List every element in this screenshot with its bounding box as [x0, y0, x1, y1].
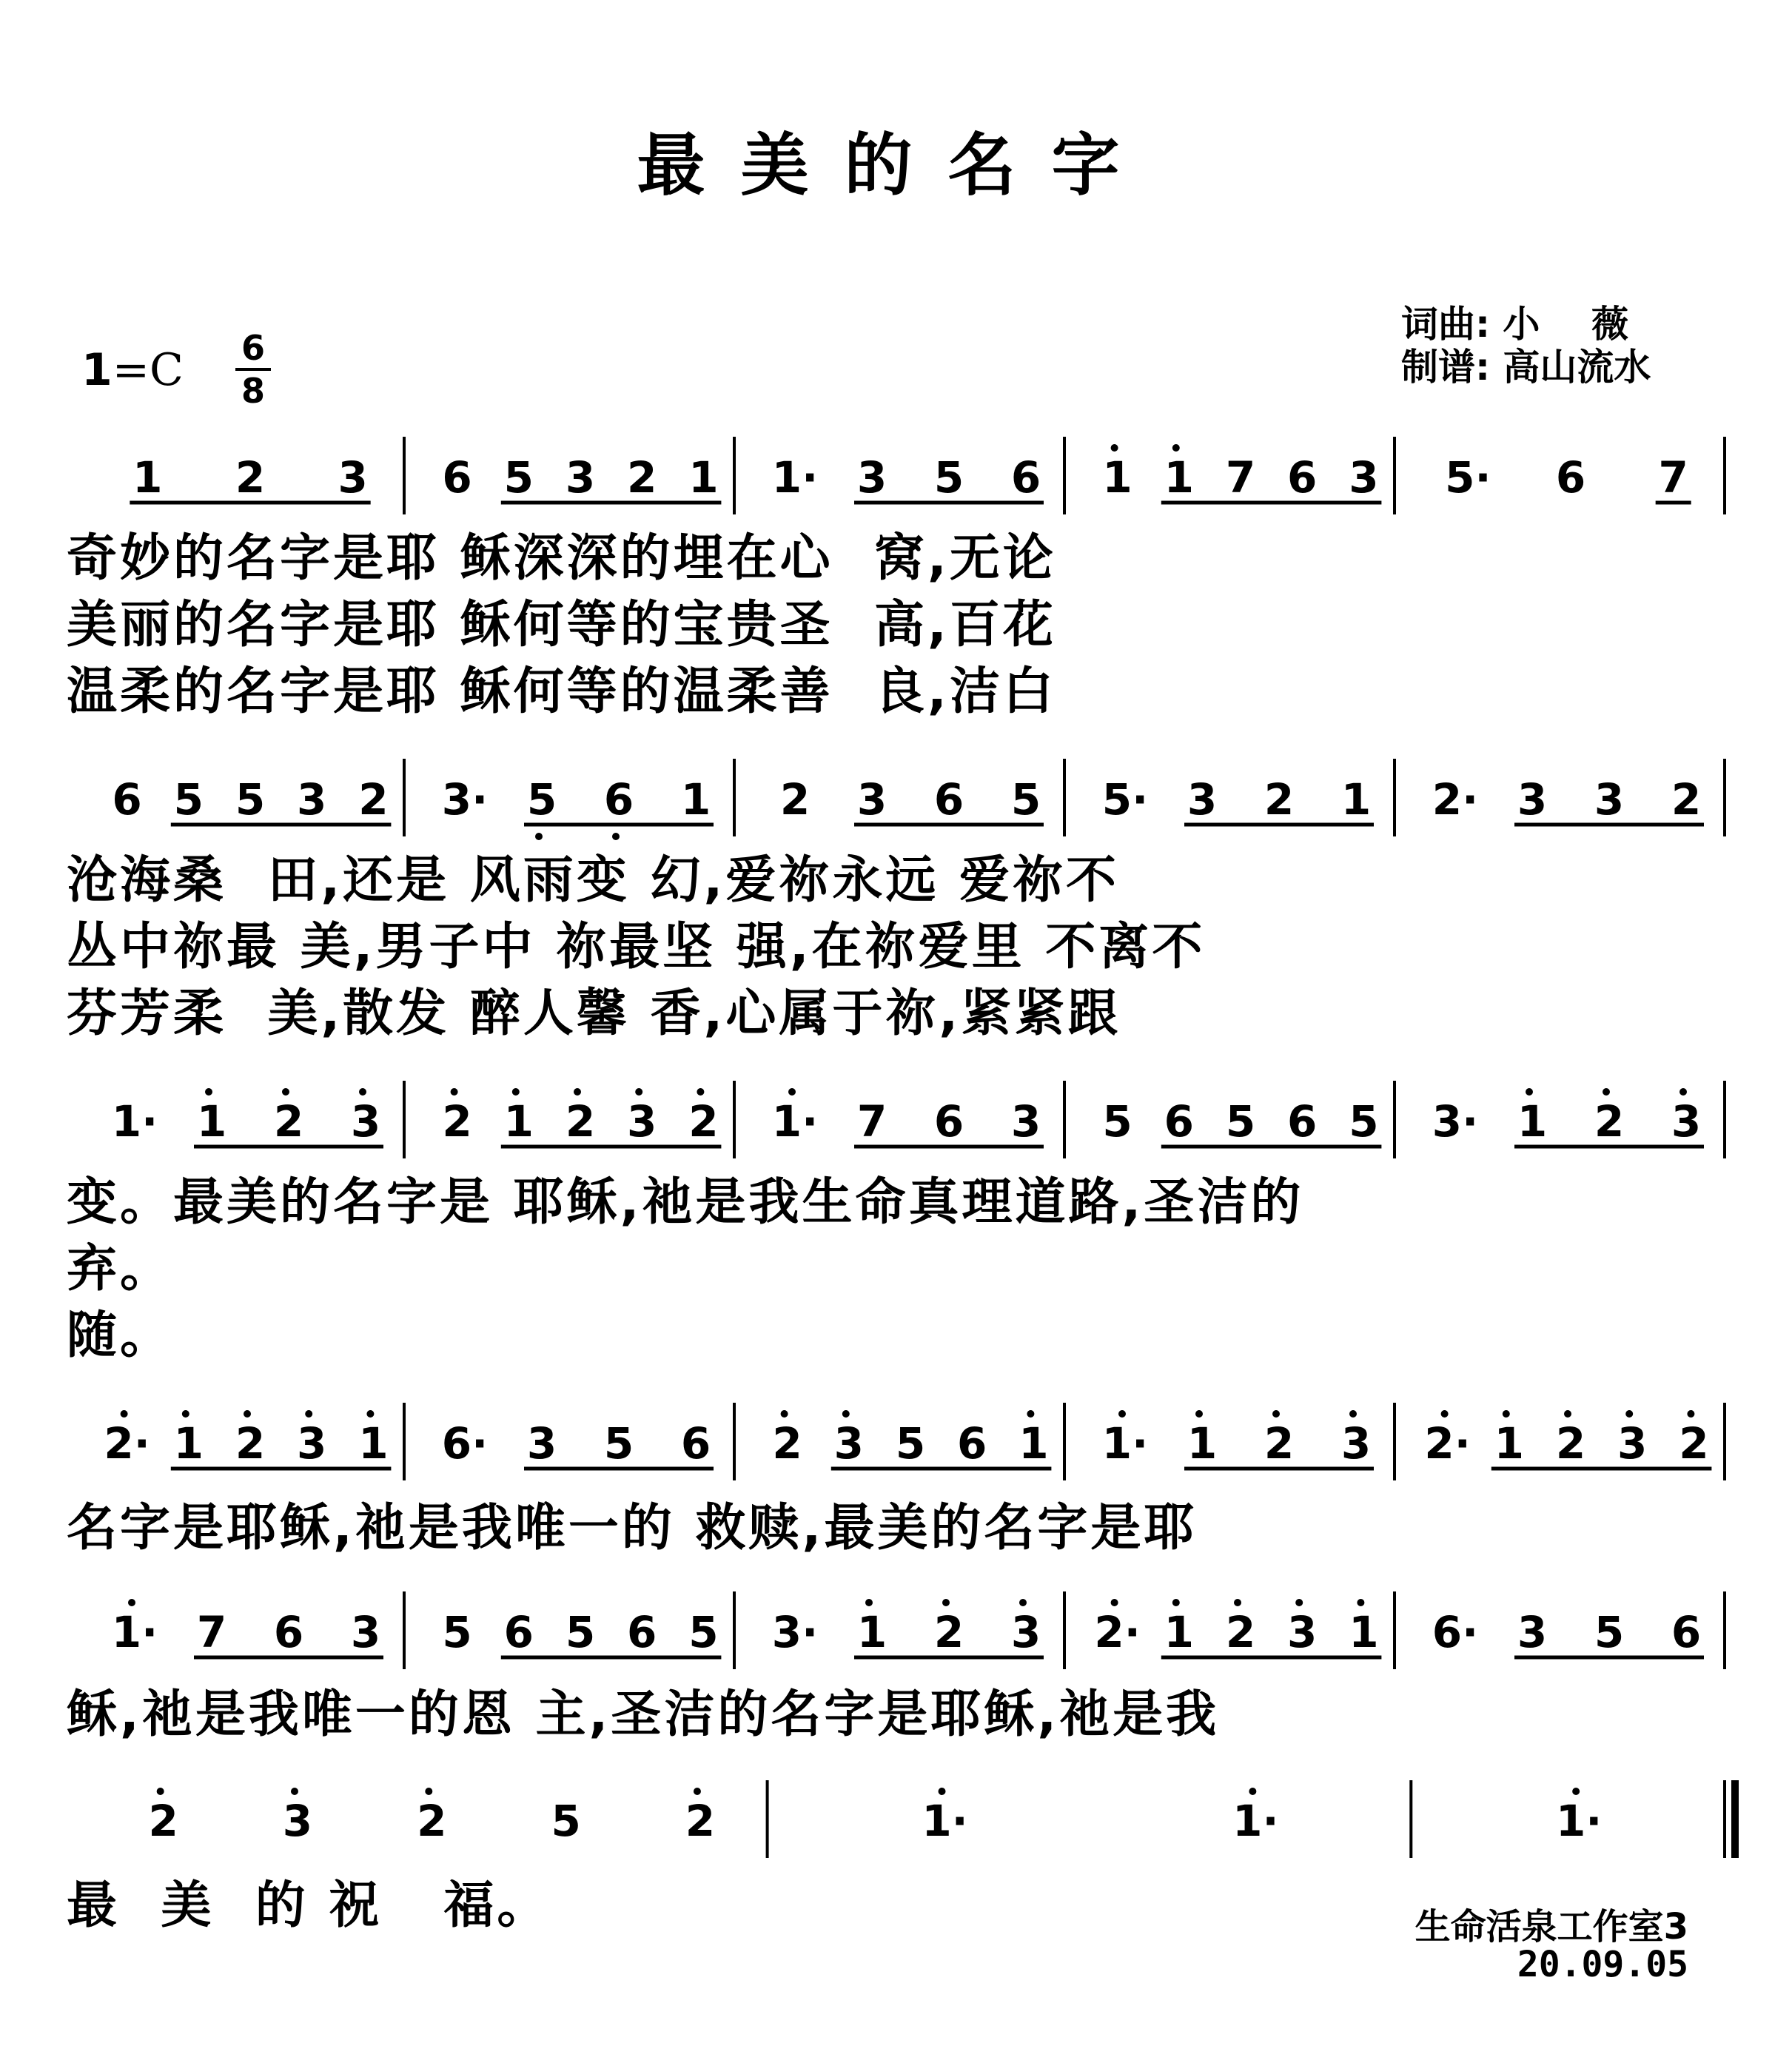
note: 1·	[1232, 1796, 1279, 1846]
note: 1	[503, 1096, 534, 1147]
note: 6	[112, 774, 142, 825]
note: 7	[856, 1096, 887, 1147]
note: 6	[627, 1607, 657, 1657]
note: 3	[856, 774, 887, 825]
high-octave-dot	[574, 1088, 581, 1096]
note: 6·	[441, 1418, 489, 1469]
high-octave-dot	[244, 1410, 251, 1418]
note: 2	[1555, 1418, 1586, 1469]
note: 2·	[1424, 1418, 1471, 1469]
note: 3	[282, 1796, 313, 1846]
note: 2	[685, 1796, 716, 1846]
high-octave-dot	[512, 1088, 520, 1096]
high-octave-dot	[1349, 1410, 1357, 1418]
lyric-line: 奇妙的名字是耶 稣深深的埋在心 窝,无论	[67, 529, 1056, 588]
note: 6	[1287, 452, 1318, 503]
note: 2·	[1094, 1607, 1141, 1657]
note: 2·	[1432, 774, 1479, 825]
note: 1	[680, 774, 711, 825]
note: 2	[1225, 1607, 1256, 1657]
note: 3	[1287, 1607, 1318, 1657]
note: 5	[895, 1418, 926, 1469]
lyric-line: 名字是耶稣,祂是我唯一的 救赎,最美的名字是耶	[67, 1499, 1198, 1557]
note: 5	[503, 452, 534, 503]
note: 3·	[1432, 1096, 1479, 1147]
note: 6	[957, 1418, 987, 1469]
note: 3	[1617, 1418, 1648, 1469]
note: 6	[933, 774, 964, 825]
note: 7	[1658, 452, 1688, 503]
note: 5·	[1101, 774, 1149, 825]
high-octave-dot	[1503, 1410, 1510, 1418]
note: 2	[235, 1418, 266, 1469]
note: 2	[358, 774, 389, 825]
time-numerator: 6	[241, 328, 265, 368]
note: 3	[627, 1096, 657, 1147]
lyric-line: 温柔的名字是耶 稣何等的温柔善 良,洁白	[67, 662, 1056, 721]
note: 2	[779, 774, 811, 825]
note: 5	[688, 1607, 719, 1657]
high-octave-dot	[1572, 1788, 1580, 1795]
high-octave-dot	[1272, 1410, 1280, 1418]
high-octave-dot	[1603, 1088, 1610, 1096]
high-octave-dot	[1679, 1088, 1687, 1096]
note: 1·	[922, 1796, 968, 1846]
note: 6	[1671, 1607, 1702, 1657]
note: 2	[148, 1796, 178, 1846]
note: 1	[856, 1607, 887, 1657]
note: 5	[551, 1796, 581, 1846]
note: 2	[1671, 774, 1702, 825]
high-octave-dot	[451, 1088, 458, 1096]
high-octave-dot	[1234, 1599, 1241, 1606]
note: 2	[417, 1796, 447, 1846]
high-octave-dot	[1111, 1599, 1118, 1606]
lyric-line: 丛中祢最 美,男子中 祢最坚 强,在祢爱里 不离不	[67, 918, 1206, 976]
credit-lyrics-music: 词曲: 小 薇	[1401, 303, 1629, 346]
high-octave-dot	[1172, 444, 1180, 452]
high-octave-dot	[694, 1788, 701, 1795]
note: 1	[1102, 452, 1132, 503]
note: 3	[526, 1418, 557, 1469]
note: 3	[1187, 774, 1218, 825]
note: 3	[297, 1418, 327, 1469]
note: 1	[1164, 452, 1194, 503]
high-octave-dot	[359, 1088, 366, 1096]
lyric-line: 弃。	[67, 1240, 174, 1298]
note: 7	[1225, 452, 1256, 503]
note: 6	[680, 1418, 711, 1469]
note: 1	[132, 452, 163, 503]
note: 5	[173, 774, 204, 825]
note: 6	[933, 1096, 964, 1147]
high-octave-dot	[1357, 1599, 1364, 1606]
note: 5	[1225, 1096, 1256, 1147]
note: 3	[1517, 774, 1548, 825]
high-octave-dot	[291, 1788, 298, 1795]
high-octave-dot	[939, 1788, 946, 1795]
lyric-line: 美丽的名字是耶 稣何等的宝贵圣 高,百花	[67, 596, 1056, 654]
note: 6	[1164, 1096, 1194, 1147]
note: 1·	[111, 1607, 158, 1657]
note: 1·	[771, 1096, 819, 1147]
lyric-line: 变。最美的名字是 耶稣,祂是我生命真理道路,圣洁的	[67, 1173, 1304, 1232]
note: 1	[1187, 1418, 1218, 1469]
high-octave-dot	[1526, 1088, 1533, 1096]
note: 6	[442, 452, 472, 503]
note: 2	[273, 1096, 304, 1147]
high-octave-dot	[942, 1599, 950, 1606]
note: 3	[1340, 1418, 1372, 1469]
note: 5	[442, 1607, 472, 1657]
note: 2	[1594, 1096, 1625, 1147]
note: 5	[565, 1607, 596, 1657]
lyric-line: 沧海桑 田,还是 风雨变 幻,爱祢永远 爱祢不	[67, 851, 1120, 910]
note: 5	[235, 774, 266, 825]
note: 3	[1010, 1607, 1041, 1657]
note: 6	[603, 774, 634, 825]
note: 2	[1264, 774, 1295, 825]
lyric-line: 随。	[67, 1306, 174, 1365]
note: 1	[1494, 1418, 1524, 1469]
lyric-line: 最 美 的 祝 福。	[67, 1876, 551, 1935]
note: 2	[627, 452, 657, 503]
high-octave-dot	[1295, 1599, 1303, 1606]
lyric-line: 稣,祂是我唯一的恩 主,圣洁的名字是耶稣,祂是我	[67, 1685, 1220, 1744]
note: 2	[442, 1096, 472, 1147]
note: 7	[196, 1607, 227, 1657]
low-octave-dot	[535, 833, 543, 840]
high-octave-dot	[425, 1788, 432, 1795]
note: 6	[1287, 1096, 1318, 1147]
note: 1·	[1555, 1796, 1603, 1846]
note: 1	[1340, 774, 1372, 825]
note: 3	[1010, 1096, 1041, 1147]
note: 2	[688, 1096, 719, 1147]
note: 1·	[111, 1096, 158, 1147]
note: 1·	[771, 452, 819, 503]
high-octave-dot	[366, 1410, 374, 1418]
note: 6	[1010, 452, 1041, 503]
key-name: =C	[112, 344, 184, 396]
note: 3	[338, 452, 368, 503]
high-octave-dot	[305, 1410, 312, 1418]
note: 1	[688, 452, 719, 503]
note: 5	[1349, 1096, 1379, 1147]
high-octave-dot	[1249, 1788, 1256, 1795]
note: 5	[1010, 774, 1041, 825]
note: 3	[565, 452, 596, 503]
high-octave-dot	[157, 1788, 164, 1795]
note: 1	[1517, 1096, 1548, 1147]
note: 2	[1264, 1418, 1295, 1469]
note: 1	[1019, 1418, 1049, 1469]
note: 5	[526, 774, 557, 825]
note: 6	[273, 1607, 304, 1657]
key-degree: 1	[81, 344, 113, 396]
note: 2	[1679, 1418, 1709, 1469]
note: 3	[1671, 1096, 1702, 1147]
note: 2	[235, 452, 266, 503]
high-octave-dot	[1027, 1410, 1034, 1418]
high-octave-dot	[865, 1599, 873, 1606]
note: 5	[1594, 1607, 1625, 1657]
note: 2	[933, 1607, 964, 1657]
high-octave-dot	[282, 1088, 289, 1096]
studio-credit: 生命活泉工作室3	[1415, 1906, 1688, 1948]
note: 2	[772, 1418, 802, 1469]
high-octave-dot	[1625, 1410, 1633, 1418]
note: 5	[603, 1418, 634, 1469]
note: 2·	[104, 1418, 150, 1469]
high-octave-dot	[842, 1410, 850, 1418]
note: 3	[856, 452, 887, 503]
high-octave-dot	[1019, 1599, 1027, 1606]
high-octave-dot	[1172, 1599, 1180, 1606]
note: 1	[358, 1418, 389, 1469]
note: 5	[1102, 1096, 1132, 1147]
note: 5·	[1445, 452, 1491, 503]
note: 1	[1349, 1607, 1379, 1657]
credit-notation: 制谱: 高山流水	[1401, 346, 1651, 389]
note: 6	[503, 1607, 534, 1657]
high-octave-dot	[697, 1088, 704, 1096]
note: 2	[565, 1096, 596, 1147]
note: 3·	[771, 1607, 819, 1657]
high-octave-dot	[788, 1088, 796, 1096]
high-octave-dot	[182, 1410, 189, 1418]
high-octave-dot	[1687, 1410, 1694, 1418]
note: 6	[1555, 452, 1586, 503]
note: 3	[1349, 452, 1379, 503]
low-octave-dot	[612, 833, 620, 840]
high-octave-dot	[781, 1410, 788, 1418]
lyric-line: 芬芳柔 美,散发 醉人馨 香,心属于祢,紧紧跟	[67, 984, 1121, 1043]
note: 6·	[1432, 1607, 1479, 1657]
note: 3	[350, 1607, 381, 1657]
time-denominator: 8	[241, 371, 265, 411]
song-title: 最美的名字	[637, 126, 1155, 205]
high-octave-dot	[205, 1088, 212, 1096]
high-octave-dot	[635, 1088, 642, 1096]
note: 1	[1164, 1607, 1194, 1657]
note: 3	[1594, 774, 1625, 825]
high-octave-dot	[1118, 1410, 1126, 1418]
high-octave-dot	[1441, 1410, 1449, 1418]
note: 3	[350, 1096, 381, 1147]
note: 1	[196, 1096, 227, 1147]
note: 1·	[1101, 1418, 1149, 1469]
high-octave-dot	[128, 1599, 135, 1606]
high-octave-dot	[1195, 1410, 1203, 1418]
high-octave-dot	[1111, 444, 1118, 452]
note: 3	[1517, 1607, 1548, 1657]
date-stamp: 20.09.05	[1517, 1944, 1688, 1985]
note: 1	[173, 1418, 204, 1469]
note: 5	[933, 452, 964, 503]
high-octave-dot	[1564, 1410, 1571, 1418]
note: 3	[297, 774, 327, 825]
note: 3·	[441, 774, 489, 825]
note: 3	[833, 1418, 864, 1469]
high-octave-dot	[121, 1410, 128, 1418]
